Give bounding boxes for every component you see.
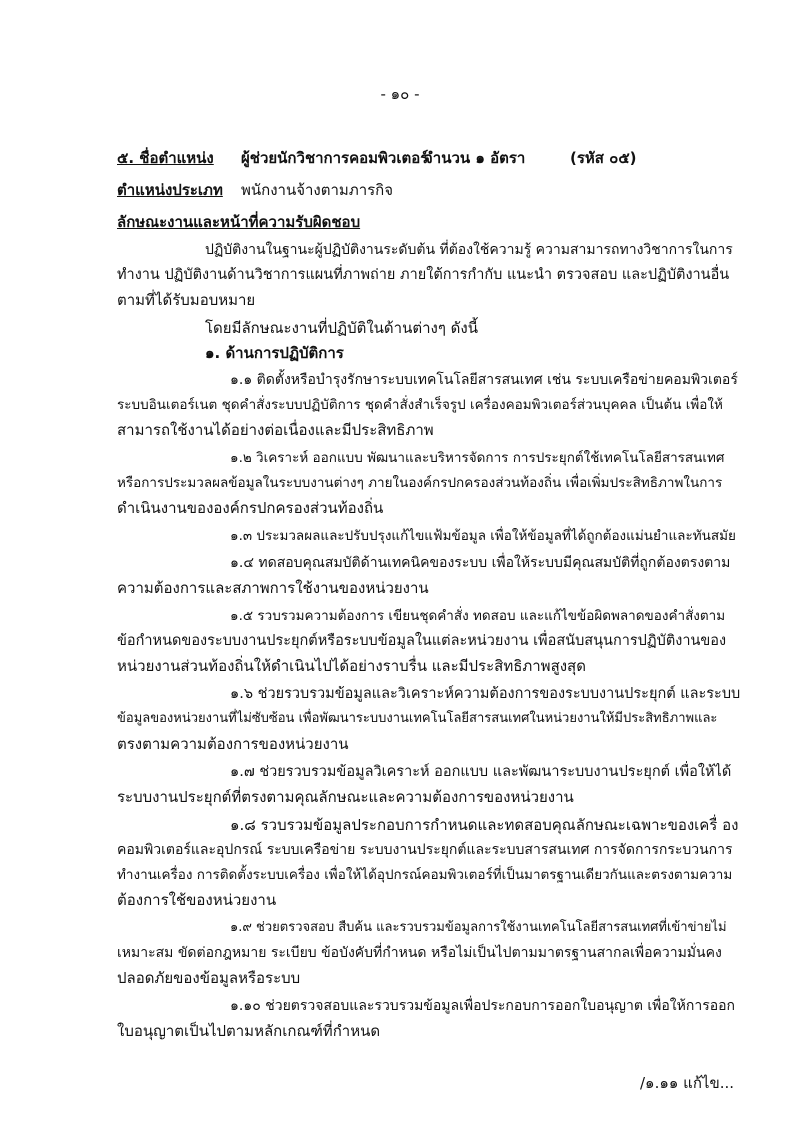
item-line: คอมพิวเตอร์และอุปกรณ์ ระบบเครือข่าย ระบบงานประยุกต์และระบบสารสนเทศ การจัดการกระบวนการ — [117, 842, 733, 858]
item-line: ๑.๔ ทดสอบคุณสมบัติด้านเทคนิคของระบบ เพื่อให้ระบบมีคุณสมบัติที่ถูกต้องตรงตาม — [230, 555, 731, 571]
continuation-marker: /๑.๑๑ แก้ไข... — [640, 1074, 735, 1092]
duties-heading: ลักษณะงานและหน้าที่ความรับผิดชอบ — [117, 213, 361, 231]
item-line: หรือการประมวลผลข้อมูลในระบบงานต่างๆ ภายในองค์กรปกครองส่วนท้องถิ่น เพื่อเพิ่มประสิทธิภาพในการ — [117, 475, 723, 491]
item-line: ๑.๑๐ ช่วยตรวจสอบและรวบรวมข้อมูลเพื่อประกอบการออกใบอนุญาต เพื่อให้การออก — [230, 998, 736, 1014]
item-line: ความต้องการและสภาพการใช้งานของหน่วยงาน — [117, 579, 429, 597]
item-line: ระบบอินเตอร์เนต ชุดคำสั่งระบบปฏิบัติการ ชุดคำสั่งสำเร็จรูป เครื่องคอมพิวเตอร์ส่วนบุคคล เป็นต้น เพื่อให้ — [117, 397, 723, 413]
category-value: พนักงานจ้างตามภารกิจ — [241, 181, 394, 199]
intro-line: ทำงาน ปฏิบัติงานด้านวิชาการแผนที่ภาพถ่าย ภายใต้การกำกับ แนะนำ ตรวจสอบ และปฏิบัติงานอื่น — [117, 267, 730, 283]
item-line: ตรงตามความต้องการของหน่วยงาน — [117, 735, 349, 753]
item-line: ข้อกำหนดของระบบงานประยุกต์หรือระบบข้อมูลในแต่ละหน่วยงาน เพื่อสนับสนุนการปฏิบัติงานของ — [117, 633, 727, 649]
item-line: หน่วยงานส่วนท้องถิ่นให้ดำเนินไปได้อย่างราบรื่น และมีประสิทธิภาพสูงสุด — [117, 657, 586, 675]
item-line: ดำเนินงานขององค์กรปกครองส่วนท้องถิ่น — [117, 499, 384, 517]
position-title: ผู้ช่วยนักวิชาการคอมพิวเตอร์ — [241, 149, 429, 167]
item-line: เหมาะสม ขัดต่อกฎหมาย ระเบียบ ข้อบังคับที่กำหนด หรือไม่เป็นไปตามมาตรฐานสากลเพื่อความมั่นคง — [117, 945, 722, 961]
item-line: ทำงานเครื่อง การติดตั้งระบบเครื่อง เพื่อให้ได้อุปกรณ์คอมพิวเตอร์ที่เป็นมาตรฐานเดียวกันและตรงตามความ — [117, 867, 733, 883]
item-line: ๑.๗ ช่วยรวบรวมข้อมูลวิเคราะห์ ออกแบบ และพัฒนาระบบงานประยุกต์ เพื่อให้ได้ — [230, 764, 732, 780]
item-line: ข้อมูลของหน่วยงานที่ไม่ซับซ้อน เพื่อพัฒนาระบบงานเทคโนโลยีสารสนเทศในหน่วยงานให้มีประสิทธิภาพและ — [117, 711, 718, 726]
item-line: ปลอดภัยของข้อมูลหรือระบบ — [117, 969, 301, 987]
item-line: ๑.๕ รวบรวมความต้องการ เขียนชุดคำสั่ง ทดสอบ และแก้ไขข้อผิดพลาดของคำสั่งตาม — [230, 608, 726, 624]
lead-in: โดยมีลักษณะงานที่ปฏิบัติในด้านต่างๆ ดังนี้ — [205, 319, 478, 337]
position-code: (รหัส ๐๕) — [570, 149, 637, 167]
page-number: - ๑๐ - — [380, 85, 420, 103]
item-line: ระบบงานประยุกต์ที่ตรงตามคุณลักษณะและความต้องการของหน่วยงาน — [117, 788, 574, 806]
category-label: ตำแหน่งประเภท — [117, 181, 223, 199]
item-line: ๑.๖ ช่วยรวบรวมข้อมูลและวิเคราะห์ความต้องการของระบบงานประยุกต์ และระบบ — [230, 686, 741, 702]
item-line: ๑.๑ ติดตั้งหรือบำรุงรักษาระบบเทคโนโลยีสารสนเทศ เช่น ระบบเครือข่ายคอมพิวเตอร์ — [230, 372, 738, 388]
item-line: ต้องการใช้ของหน่วยงาน — [117, 891, 277, 909]
item-line: ใบอนุญาตเป็นไปตามหลักเกณฑ์ที่กำหนด — [117, 1022, 381, 1040]
intro-line: ตามที่ได้รับมอบหมาย — [117, 291, 256, 309]
item-line: ๑.๓ ประมวลผลและปรับปรุงแก้ไขแฟ้มข้อมูล เพื่อให้ข้อมูลที่ได้ถูกต้องแม่นยำและทันสมัย — [230, 528, 736, 544]
item-line: ๑.๘ รวบรวมข้อมูลประกอบการกำหนดและทดสอบคุณลักษณะเฉพาะของเครื่ อง — [230, 816, 739, 834]
position-quota: จำนวน ๑ อัตรา — [424, 149, 526, 167]
item-line: ๑.๒ วิเคราะห์ ออกแบบ พัฒนาและบริหารจัดการ การประยุกต์ใช้เทคโนโลยีสารสนเทศ — [230, 450, 725, 466]
position-label: ๕. ชื่อตำแหน่ง — [117, 149, 214, 167]
intro-line: ปฏิบัติงานในฐานะผู้ปฏิบัติงานระดับต้น ที่ต้องใช้ความรู้ ความสามารถทางวิชาการในการ — [205, 242, 733, 258]
item-line: สามารถใช้งานได้อย่างต่อเนื่องและมีประสิทธิภาพ — [117, 421, 434, 439]
section-heading: ๑. ด้านการปฏิบัติการ — [205, 344, 344, 362]
item-line: ๑.๙ ช่วยตรวจสอบ สืบค้น และรวบรวมข้อมูลการใช้งานเทคโนโลยีสารสนเทศที่เข้าข่ายไม่ — [230, 920, 727, 935]
